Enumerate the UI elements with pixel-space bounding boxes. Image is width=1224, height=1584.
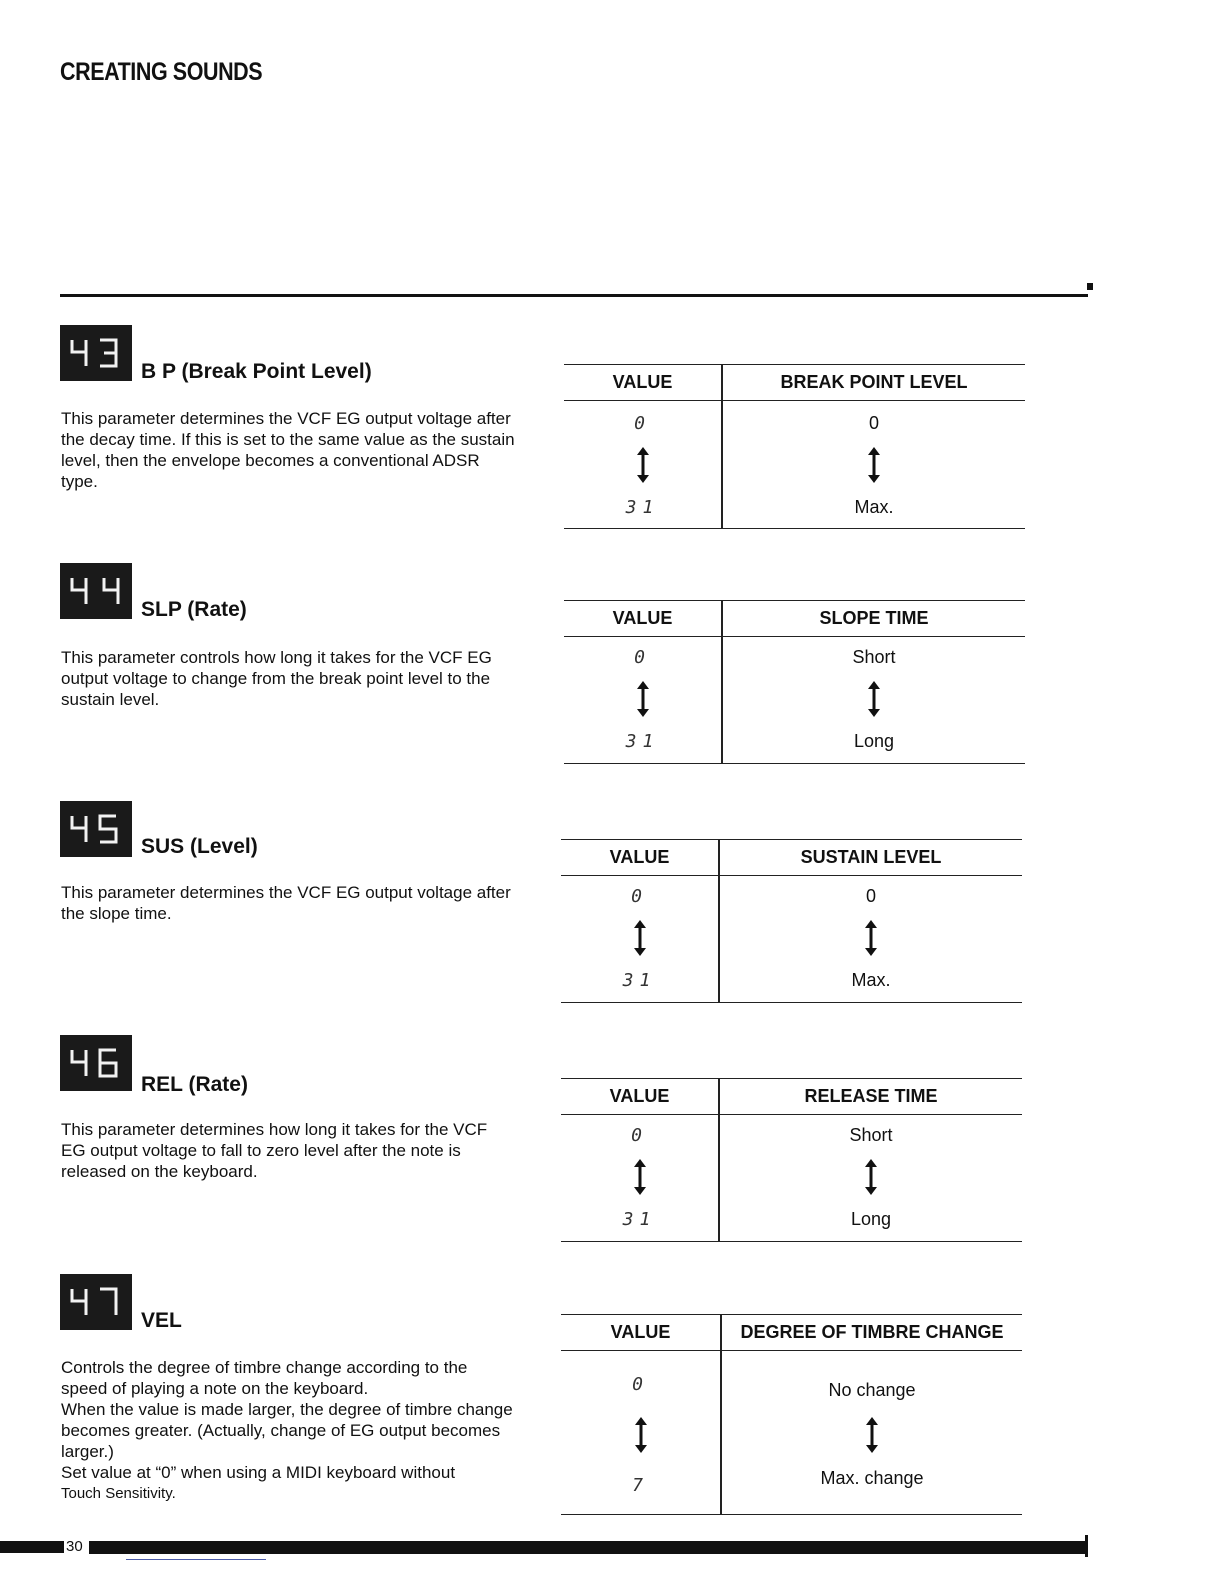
parameter-heading: REL (Rate) <box>141 1073 248 1096</box>
lcd-display-44 <box>60 563 132 619</box>
parameter-heading: VEL <box>141 1309 182 1332</box>
max-value: 7 <box>632 1474 649 1496</box>
value-table <box>561 1078 1022 1242</box>
range-column-header: SLOPE TIME <box>819 608 929 628</box>
parameter-description: Controls the degree of timbre change according to the speed of playing a note on the keyboard. When the value is made larger, the degree of timbre change becomes greater. (Actually, change of EG output becomes larger.) Set value at “0” when using a MIDI keyboard without Touch Sensitivity. <box>61 1358 513 1502</box>
up-down-arrow-icon <box>723 679 1025 719</box>
lcd-digits-icon <box>64 1040 128 1086</box>
max-description: Long <box>853 730 895 751</box>
lcd-display-47 <box>60 1274 132 1330</box>
footer-underline <box>126 1559 266 1560</box>
max-description: Max. change <box>820 1467 924 1488</box>
parameter-description: This parameter determines the VCF EG output voltage after the decay time. If this is set to the same value as the sustain level, then the envelope becomes a conventional ADSR type. <box>61 409 515 491</box>
up-down-arrow-icon <box>722 1415 1022 1455</box>
min-description: 0 <box>865 885 876 906</box>
up-down-arrow-icon <box>720 918 1022 958</box>
up-down-arrow-icon <box>720 1157 1022 1197</box>
footer-end-mark <box>1085 1535 1088 1557</box>
lcd-digits-icon <box>64 330 128 376</box>
max-description: Max. <box>854 496 894 517</box>
footer-bar-left <box>0 1541 64 1553</box>
up-down-arrow-icon <box>564 445 721 485</box>
value-table <box>564 600 1025 764</box>
page-header: CREATING SOUNDS <box>60 58 263 86</box>
up-down-arrow-icon <box>723 445 1025 485</box>
min-value: 0 <box>634 646 651 668</box>
min-value: 0 <box>631 885 648 907</box>
footer-bar <box>89 1541 1087 1554</box>
lcd-display-46 <box>60 1035 132 1091</box>
up-down-arrow-icon <box>561 1415 720 1455</box>
min-value: 0 <box>634 412 651 434</box>
value-column-header: VALUE <box>609 847 670 867</box>
rule-end-mark <box>1087 283 1093 290</box>
value-column-header: VALUE <box>610 1322 671 1342</box>
range-column-header: BREAK POINT LEVEL <box>780 372 968 392</box>
lcd-display-43 <box>60 325 132 381</box>
range-column-header: SUSTAIN LEVEL <box>800 847 942 867</box>
value-column-header: VALUE <box>609 1086 670 1106</box>
up-down-arrow-icon <box>564 679 721 719</box>
lcd-digits-icon <box>64 1279 128 1325</box>
parameter-description: This parameter determines how long it takes for the VCF EG output voltage to fall to zero level after the note is released on the keyboard. <box>61 1120 488 1181</box>
max-description: Max. <box>851 969 891 990</box>
value-column-header: VALUE <box>612 608 673 628</box>
parameter-heading: SLP (Rate) <box>141 598 247 621</box>
value-table <box>564 364 1025 529</box>
max-value: 31 <box>622 1208 657 1230</box>
top-rule <box>60 294 1088 297</box>
lcd-digits-icon <box>64 806 128 852</box>
parameter-heading: B P (Break Point Level) <box>141 360 372 383</box>
max-value: 31 <box>625 730 660 752</box>
range-column-header: RELEASE TIME <box>804 1086 938 1106</box>
up-down-arrow-icon <box>561 1157 718 1197</box>
lcd-digits-icon <box>64 568 128 614</box>
max-value: 31 <box>625 496 660 518</box>
max-value: 31 <box>622 969 657 991</box>
value-table <box>561 839 1022 1003</box>
parameter-description: This parameter controls how long it takes for the VCF EG output voltage to change from the break point level to the sustain level. <box>61 648 492 709</box>
parameter-heading: SUS (Level) <box>141 835 258 858</box>
max-description: Long <box>850 1208 892 1229</box>
value-table <box>561 1314 1022 1515</box>
min-description: Short <box>852 646 896 667</box>
page-number: 30 <box>66 1538 83 1555</box>
up-down-arrow-icon <box>561 918 718 958</box>
min-description: No change <box>828 1379 916 1400</box>
min-value: 0 <box>632 1373 649 1395</box>
lcd-display-45 <box>60 801 132 857</box>
range-column-header: DEGREE OF TIMBRE CHANGE <box>740 1322 1004 1342</box>
value-column-header: VALUE <box>612 372 673 392</box>
min-value: 0 <box>631 1124 648 1146</box>
min-description: 0 <box>868 412 879 433</box>
parameter-description: This parameter determines the VCF EG output voltage after the slope time. <box>61 883 511 923</box>
min-description: Short <box>849 1124 893 1145</box>
